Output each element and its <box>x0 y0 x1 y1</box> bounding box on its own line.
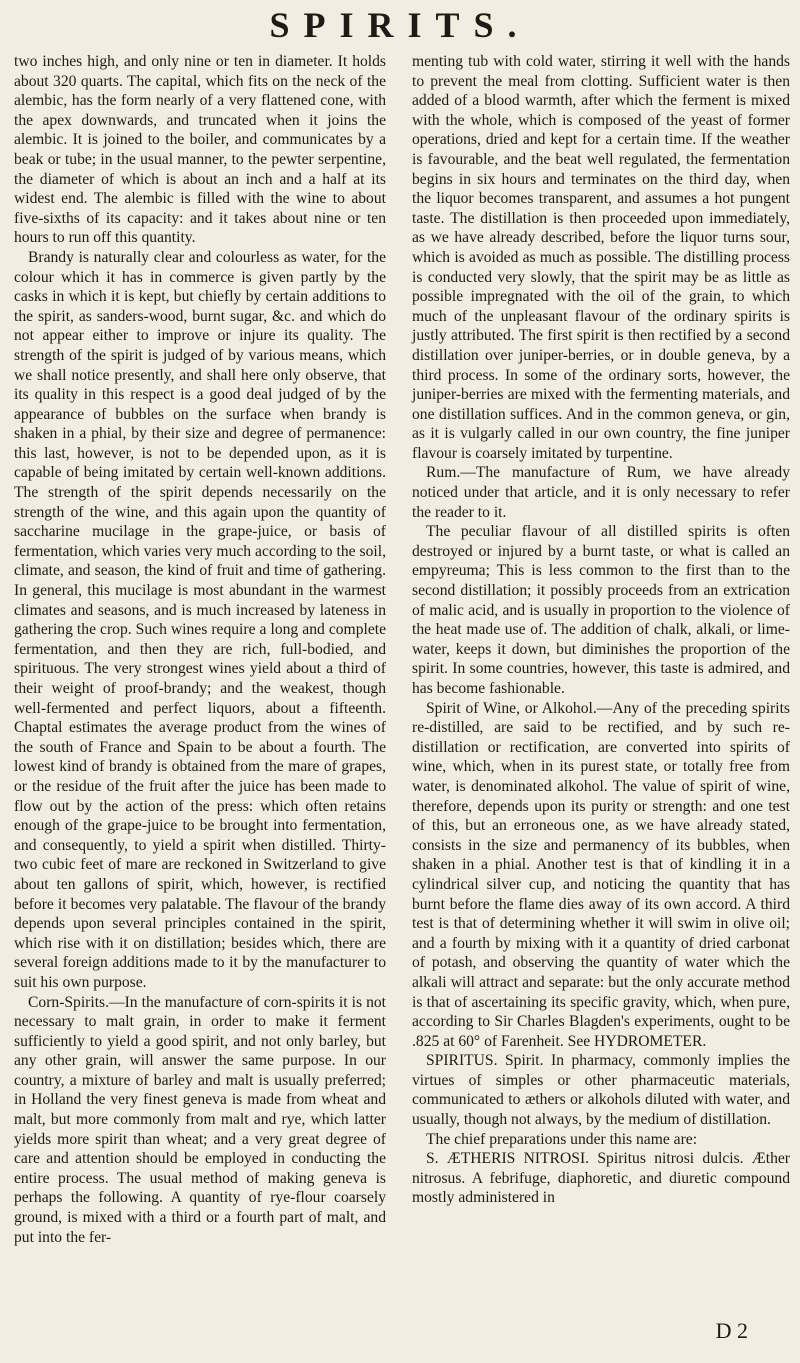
running-head: SPIRITS. <box>269 5 531 45</box>
paragraph: Rum.—The manufacture of Rum, we have already noticed under that article, and it is only necessary to refer the reader to it. <box>412 464 790 521</box>
paragraph: menting tub with cold water, stirring it well with the hands to prevent the meal from clotting. Sufficient water is then added of a blood warmth, after which the ferment is mixed with the whole, which is composed of the yeast of former operations, dried and kept for a certain time. If the weather is favourable, and the beat well regulated, the fermentation begins in six hours and terminates on the third day, when the liquor becomes transparent, and assumes a hot pungent taste. The distillation is then proceeded upon immediately, as we have already described, before the liquor turns sour, which is avoided as much as possible. The distilling process is conducted very slowly, that the spirit may be as little as possible impregnated with the oil of the grain, to which much of the unpleasant flavour of the ordinary spirits is justly attributed. The first spirit is then rectified by a second distillation over juniper-berries, or in double geneva, by a third process. In some of the ordinary sorts, however, the juniper-berries are mixed with the fermenting materials, and one distillation suffices. And in the common geneva, or gin, as it is vulgarly called in our own country, the fine juniper flavour is coarsely imitated by turpentine. <box>412 53 790 462</box>
paragraph: Corn-Spirits.—In the manufacture of corn-spirits it is not necessary to malt grain, in order to make it ferment sufficiently to yield a good spirit, and not only barley, but any other grain, will answer the same purpose. In our country, a mixture of barley and malt is usually preferred; in Holland the very finest geneva is made from wheat and malt, but more commonly from malt and rye, which latter yields more spirit than wheat; and a very great degree of care and attention should be employed in conducting the entire process. The usual method of making geneva is perhaps the following. A quantity of rye-flour coarsely ground, is mixed with a third or a fourth part of malt, and put into the fer- <box>14 993 386 1246</box>
signature-mark: D 2 <box>715 1318 748 1343</box>
paragraph: two inches high, and only nine or ten in diameter. It holds about 320 quarts. The capital, which fits on the neck of the alembic, has the form nearly of a very flattened cone, with the apex downwards, and truncated when it joins the alembic. It is joined to the boiler, and communicates by a beak or tube; in the usual manner, to the pewter serpentine, the diameter of which is about an inch and a half at its widest end. The alembic is filled with the wine to about five-sixths of its capacity: and it takes about nine or ten hours to run off this quantity. <box>14 53 386 247</box>
paragraph: Spirit of Wine, or Alkohol.—Any of the preceding spirits re-distilled, are said to be rectified, and by such re-distillation or rectification, are converted into spirits of wine, which, when in its purest state, or totally free from water, is denominated alkohol. The value of spirit of wine, therefore, depends upon its purity or strength: and one test of this, but an erroneous one, as we have already stated, consists in the size and permanency of its bubbles, when shaken in a phial. Another test is that of kindling it in a cylindrical silver cup, and noticing the quantity that has burnt before the flame dies away of its own accord. A third test is that of determining whether it will swim in olive oil; and a fourth by mixing with it a quantity of dried carbonat of potash, and observing the quantity of water which the alkali will attract and separate: but the only accurate method is that of ascertaining its specific gravity, which, when pure, according to Sir Charles Blagden's experiments, ought to be .825 at 60° of Farenheit. See HYDROMETER. <box>412 699 790 1050</box>
left-column <box>14 52 386 1247</box>
paragraph: S. ÆTHERIS NITROSI. Spiritus nitrosi dulcis. Æther nitrosus. A febrifuge, diaphoretic, and diuretic compound mostly administered in <box>412 1150 790 1207</box>
paragraph: The peculiar flavour of all distilled spirits is often destroyed or injured by a burnt taste, or what is called an empyreuma; This is less common to the first than to the second distillation; it possibly proceeds from an extrication of malic acid, and is usually in proportion to the violence of the heat made use of. The addition of chalk, alkali, or lime-water, keeps it down, but diminishes the proportion of the spirit. In some countries, however, this taste is admired, and has become fashionable. <box>412 523 790 697</box>
right-column <box>412 52 790 1208</box>
paragraph: SPIRITUS. Spirit. In pharmacy, commonly implies the virtues of simples or other pharmaceutic materials, communicated to æthers or alkohols diluted with water, and usually, though not always, by the medium of distillation. <box>412 1052 790 1129</box>
paragraph: Brandy is naturally clear and colourless as water, for the colour which it has in commerce is given partly by the casks in which it is kept, but chiefly by certain additions to the spirit, as sanders-wood, burnt sugar, &c. and which do not appear either to improve or injure its quality. The strength of the spirit is judged of by various means, which we shall notice presently, and shall here only observe, that its quality in this respect is a good deal judged of by the appearance of bubbles on the surface when brandy is shaken in a phial, by their size and degree of permanence: this last, however, is not to be depended upon, as it is capable of being imitated by certain well-known additions. The strength of the spirit depends necessarily on the strength of the wine, and this again upon the quantity of saccharine mucilage in the grape-juice, or basis of fermentation, which varies very much according to the soil, climate, and season, the kind of fruit and time of gathering. In general, this mucilage is most abundant in the warmest climates and seasons, and is much increased by lateness in gathering the crop. Such wines require a long and complete fermentation, and then they are rich, full-bodied, and spirituous. The very strongest wines yield about a third of their weight of proof-brandy; and the weakest, though well-fermented and perfect liquors, about a fifteenth. Chaptal estimates the average product from the wines of the south of France and Spain to be about a fourth. The lowest kind of brandy is obtained from the mare of grapes, or the residue of the fruit after the juice has been made to flow out by the action of the press: which often retains enough of the grape-juice to be brought into fermentation, and consequently, to yield a spirit when distilled. Thirty-two cubic feet of mare are reckoned in Switzerland to give about ten gallons of spirit, which, however, is rectified before it becomes very palatable. The flavour of the brandy depends upon several principles contained in the spirit, which rise with it on distillation; besides which, there are several foreign additions made to it by the manufacturer to suit his own purpose. <box>14 248 386 991</box>
paragraph: The chief preparations under this name are: <box>426 1130 698 1148</box>
